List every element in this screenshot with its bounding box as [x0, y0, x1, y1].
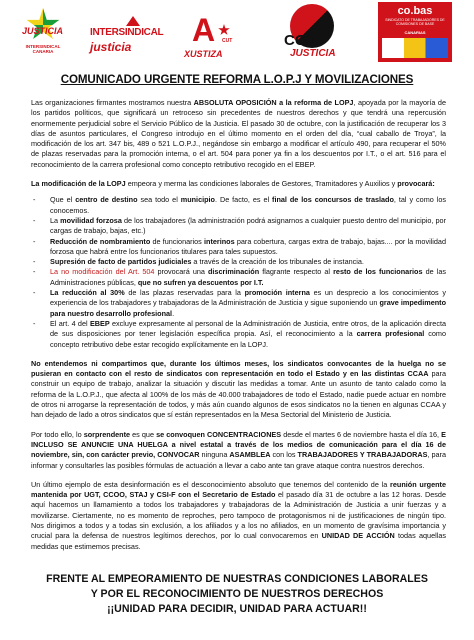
paragraph-lopj-effects: La modificación de la LOPJ empeora y merma las condiciones laborales de Gestores, Tramitadores y Auxilios y provocará: [31, 179, 435, 189]
logo-bar [0, 0, 474, 64]
slogan-line: ¡¡UNIDAD PARA DECIDIR, UNIDAD PARA ACTUAR!! [107, 603, 367, 615]
star-icon [218, 24, 230, 36]
list-item: - Reducción de nombramiento de funcionarios interinos para cobertura, cargas extra de trabajo, bajas.... por la movilidad forzosa que habrá entre los funcionarios titulares para tales supuestos. [31, 237, 446, 258]
logo-text: CANARIAS [404, 30, 426, 35]
paragraph-concentrations: Por todo ello, lo sorprendente es que se convoquen CONCENTRACIONES desde el martes 6 de noviembre hasta el día 16, E INCLUSO SE ANUNCIE UNA HUELGA a nivel estatal a través de los medios de comunicación para el día 16 de noviembre, sin, con carácter previo, CONVOCAR ninguna ASAMBLEA con los TRABAJADORES Y TRABAJADORAS, para informar y consultarles las posibles fórmulas de actuación a llevar a cabo ante tan grave ataque contra nuestros derechos. [31, 429, 446, 470]
logo-text: INTERSINDICAL CANARIA [25, 44, 61, 54]
cut-xustiza-logo [184, 14, 244, 62]
canary-flag-icon [382, 38, 448, 58]
flag-icon [126, 16, 140, 26]
logo-text: justicia [90, 40, 132, 54]
logo-text: CGT [284, 32, 316, 49]
logo-text: CUT [222, 38, 233, 44]
document-body [31, 98, 446, 561]
logo-text: JUSTICIA [290, 48, 336, 59]
list-item: - La reducción al 30% de las plazas reservadas para la promoción interna es un desprecio a los conocimientos y experiencia de los trabajadores y trabajadoras de la Administración de Justicia y sigue suponiendo un grave impedimento para nuestro desarrollo profesional. [31, 288, 446, 319]
logo-text: XUSTIZA [184, 49, 223, 59]
effects-list [31, 195, 446, 349]
paragraph-criticism: No entendemos ni compartimos que, durante los últimos meses, los sindicatos convocantes de la huelga no se pusieran en contacto con el resto de sindicatos con representación en todo el Estado y en las distintas CCAA para construir un equipo de trabajo, analizar la situación y discutir las medidas a tomar. Ante un asunto de tanto calado como la reforma de la L.O.P.J., que afecta al 100% de los más de 40.000 trabajadores de todo el Estado, nadie puede actuar en nombre de otros ni arrogarse la representación de todos, y más aún cuando algunos de esos sindicatos no la tienen en algunas CCAA y han dejado de lado a otros sindicatos que sí están representados en la Mesa Sectorial del Ministerio de Justicia. [31, 358, 447, 420]
intersindical-justicia-logo [90, 16, 168, 60]
logo-text: SINDICATO DE TRABAJADORES DE COMISIONES DE BASE [385, 18, 445, 26]
logo-text: JUSTICIA [22, 26, 64, 36]
list-item: - La movilidad forzosa de los trabajadores (la administración podrá asignarnos a cualquier puesto dentro del municipio, por cargas de trabajo, bajas, etc.) [31, 216, 446, 237]
logo-letter: A [192, 12, 216, 48]
cobas-logo [378, 2, 452, 62]
justicia-canaria-logo [18, 8, 68, 64]
star-icon [26, 8, 60, 42]
paragraph-call-to-action: Un último ejemplo de esta desinformación es el desconocimiento absoluto que tenemos del contenido de la reunión urgente mantenida por UGT, CCOO, STAJ y CSI-F con el Secretario de Estado el pasado día 31 de octubre a las 12 horas. Desde aquí hacemos un llamamiento a todos los trabajadores y trabajadoras de la Administración de Justicia a unir fuerzas y a movilizarse. Ciertamente, no es momento de reproches, pero tampoco de protagonismos ni de justificaciones de ningún tipo. Nos dirigimos a todos y a todas sin exclusión, a los afiliados y a los no afiliados, en un momento de gravísima importancia y crucial para la defensa de nuestros legítimos derechos, por lo cual convocaremos en UNIDAD DE ACCIÓN todas aquellas medidas que estimemos precisas. [31, 479, 446, 551]
paragraph-intro: Las organizaciones firmantes mostramos nuestra ABSOLUTA OPOSICIÓN a la reforma de LOPJ, apoyada por la mayoría de los partidos políticos, que significará un retroceso sin precedentes de nuestros derechos y que tendrá una repercusión enormemente perjudicial sobre el Servicio Público de la Justicia. El pasado 30 de octubre, con la justificación de recuperar los 3 días de asuntos particulares, el Congreso introdujo en el último momento en el orden del día, “cual caballo de Troya”, la modificación de los art. 347 bis, 489 o 521 L.O.P.J., negándose sin embargo a modificar el artículo 490, para recuperar el 50% de plazas reservadas para la promoción interna, o el art. 504 para poner ya fin a los descuentos por I.T., o el art. 516 para el reconocimiento de la carrera profesional como concepto retributivo recogido en el EBEP. [31, 98, 446, 169]
cgt-justicia-logo [274, 4, 350, 62]
slogan-line: Y POR EL RECONOCIMIENTO DE NUESTROS DERECHOS [90, 588, 384, 600]
list-item: - La no modificación del Art. 504 provocará una discriminación flagrante respecto al resto de los funcionarios de las Administraciones públicas, que no sufren ya descuentos por I.T. [31, 267, 446, 288]
closing-slogan [0, 572, 474, 617]
logo-text: INTERSINDICAL [90, 27, 164, 38]
list-item: - Que el centro de destino sea todo el municipio. De facto, es el final de los concursos de traslado, tal y como los conocemos. [31, 195, 446, 216]
slogan-line: FRENTE AL EMPEORAMIENTO DE NUESTRAS CONDICIONES LABORALES [46, 573, 428, 585]
list-item: - Supresión de facto de partidos judiciales a través de la creación de los tribunales de instancia. [31, 257, 446, 267]
document-title: COMUNICADO URGENTE REFORMA L.O.P.J Y MOVILIZACIONES [60, 73, 414, 86]
logo-text: co.bas [397, 5, 433, 17]
list-item: - El art. 4 del EBEP excluye expresamente al personal de la Administración de Justicia, entre otros, de la aplicación directa de sus disposiciones por tener legislación específica propia. Así, el reconocimiento a la carrera profesional como concepto retributivo debe estar recogido explícitamente en la LOPJ. [31, 319, 446, 350]
